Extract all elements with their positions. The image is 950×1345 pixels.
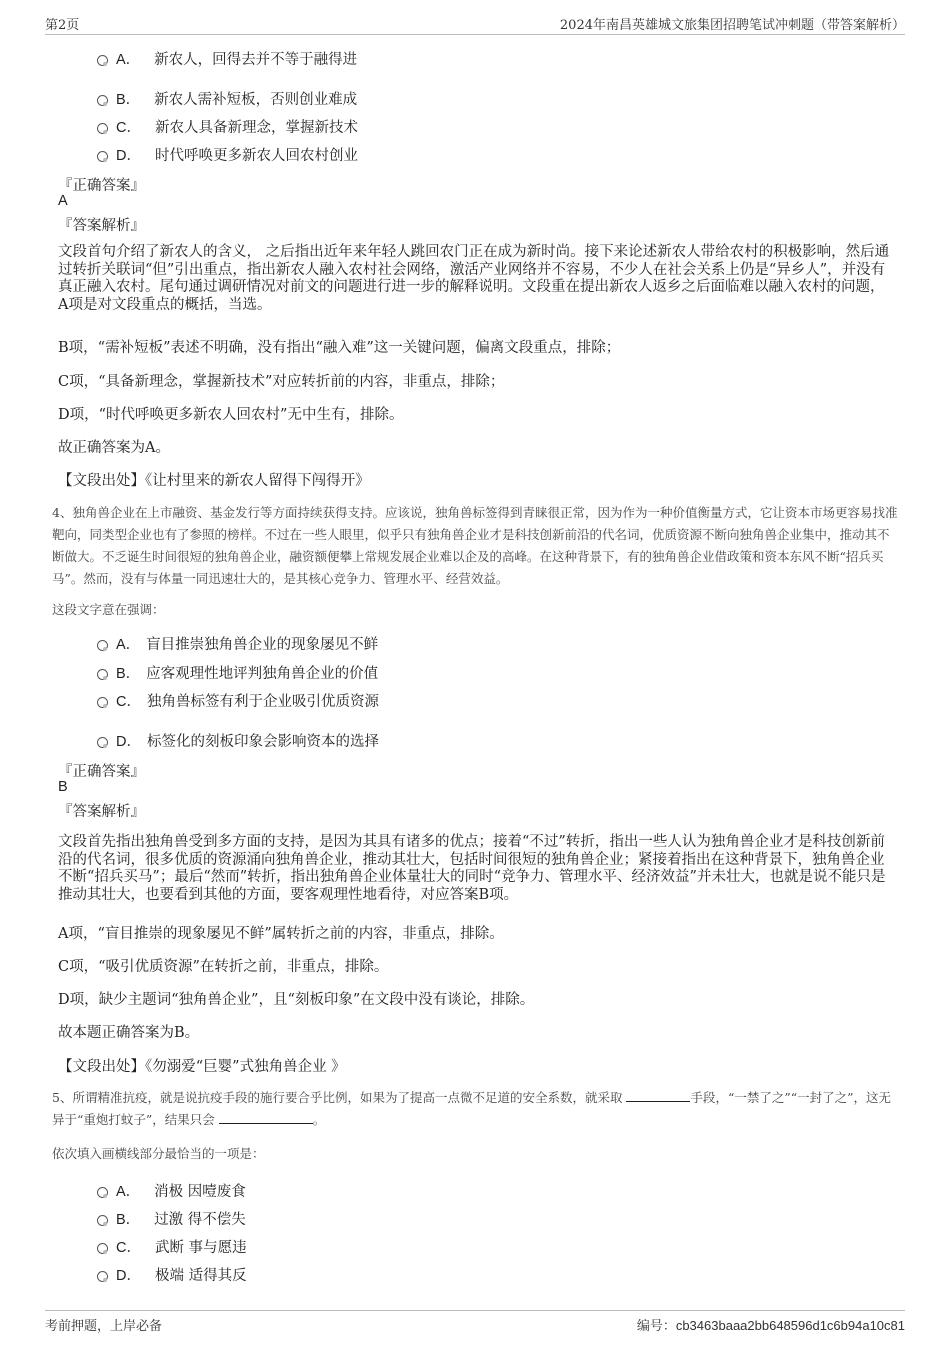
q4-source: 【文段出处】《勿溺爱“巨婴”式独角兽企业 》 bbox=[58, 1059, 346, 1075]
q4-option-a-note: A项，“盲目推崇的现象屡见不鲜”属转折之前的内容，非重点，排除。 bbox=[58, 926, 504, 942]
option-letter: A． bbox=[116, 1184, 141, 1200]
q4-conclusion: 故本题正确答案为B。 bbox=[58, 1025, 200, 1041]
q4-option-d-note: D项，缺少主题词“独角兽企业”，且“刻板印象”在文段中没有谈论，排除。 bbox=[58, 992, 535, 1008]
option-text: 标签化的刻板印象会影响资本的选择 bbox=[146, 734, 379, 750]
option-letter: C． bbox=[116, 1240, 141, 1256]
q3-conclusion: 故正确答案为A。 bbox=[58, 440, 170, 456]
q4-analysis-label: 『答案解析』 bbox=[58, 804, 145, 820]
option-text: 新农人需补短板，否则创业难成 bbox=[154, 92, 358, 108]
option-text: 新农人，回得去并不等于融得进 bbox=[154, 52, 358, 68]
q3-analysis-label: 『答案解析』 bbox=[58, 218, 145, 234]
option-letter: C． bbox=[116, 694, 141, 710]
q4-option-c-note: C项，“吸引优质资源”在转折之前，非重点，排除。 bbox=[58, 959, 389, 975]
q3-option-d[interactable] bbox=[97, 144, 358, 165]
q3-option-b[interactable] bbox=[97, 88, 357, 109]
q4-stem: 4、独角兽企业在上市融资、基金发行等方面持续获得支持。应该说，独角兽标签得到青睐很正常，因为作为一种价值衡量方式，它让资本市场更容易找准靶向，同类型企业也有了参照的榜样。不过在一些人眼里，似乎只有独角兽企业才是科技创新前沿的代名词，优质资源不断向独角兽企业集中，推动其不断做大。不乏诞生时间很短的独角兽企业，融资额便攀上常规发展企业难以企及的高峰。在这种背景下，有的独角兽企业借政策和资本东风不断“招兵买马”。然而，没有与体量一同迅速壮大的，是其核心竞争力、管理水平、经营效益。 bbox=[52, 505, 898, 586]
q5-stem-part2: 手段，“一禁了之”“一封了之”，这无异于“重炮打蚊子”，结果只会 bbox=[52, 1090, 891, 1127]
q4-analysis-text: 文段首先指出独角兽受到多方面的支持，是因为其具有诸多的优点；接着“不过”转折，指出一些人认为独角兽企业才是科技创新前沿的代名词，很多优质的资源涌向独角兽企业，推动其壮大，包括时间很短的独角兽企业；紧接着指出在这种背景下，独角兽企业不断“招兵买马”；最后“然而”转折，指出独角兽企业体量壮大的同时“竞争力、管理水平、经济效益”并未壮大，也就是说不能只是推动其壮大，也要看到其他的方面，要客观理性地看待，对应答案B项。 bbox=[58, 834, 886, 903]
radio-icon[interactable] bbox=[97, 640, 108, 651]
option-text: 消极 因噎废食 bbox=[154, 1184, 246, 1200]
radio-icon[interactable] bbox=[97, 669, 108, 680]
q4-option-c[interactable] bbox=[97, 690, 379, 711]
option-text: 盲目推崇独角兽企业的现象屡见不鲜 bbox=[146, 637, 379, 653]
q4-answer-label: 『正确答案』 bbox=[58, 764, 145, 780]
option-text: 时代呼唤更多新农人回农村创业 bbox=[154, 148, 358, 164]
q3-analysis-text: 文段首句介绍了新农人的含义， 之后指出近年来年轻人跳回农门正在成为新时尚。接下来论述新农人带给农村的积极影响，然后通过转折关联词“但”引出重点，指出新农人融入农村社会网络，激活产业网络并不容易，不少人在社会关系上仍是“异乡人”，并没有真正融入农村。尾句通过调研情况对前文的问题进行进一步的解释说明。文段重在提出新农人返乡之后面临难以融入农村的问题，A项是对文段重点的概括，当选。 bbox=[58, 244, 890, 313]
option-text: 极端 适得其反 bbox=[154, 1268, 247, 1284]
footer-slogan: 考前押题，上岸必备 bbox=[45, 1319, 163, 1334]
radio-icon[interactable] bbox=[97, 1215, 108, 1226]
q3-answer-label: 『正确答案』 bbox=[58, 178, 145, 194]
q3-option-c-note: C项，“具备新理念，掌握新技术”对应转折前的内容，非重点，排除； bbox=[58, 374, 505, 390]
page-number: 第2页 bbox=[45, 18, 80, 33]
option-text: 新农人具备新理念，掌握新技术 bbox=[154, 120, 358, 136]
code-value: cb3463baaa2bb648596d1c6b94a10c81 bbox=[675, 1318, 905, 1333]
q5-stem-part3: 。 bbox=[312, 1112, 326, 1127]
radio-icon[interactable] bbox=[97, 151, 108, 162]
radio-icon[interactable] bbox=[97, 737, 108, 748]
q5-option-a[interactable] bbox=[97, 1180, 246, 1201]
option-letter: D． bbox=[116, 148, 141, 164]
option-letter: D． bbox=[116, 1268, 141, 1284]
code-label: 编号： bbox=[636, 1319, 676, 1334]
q4-answer: B bbox=[58, 779, 68, 795]
q4-prompt: 这段文字意在强调： bbox=[52, 602, 165, 617]
page-header bbox=[45, 10, 905, 35]
q5-option-c[interactable] bbox=[97, 1236, 247, 1257]
radio-icon[interactable] bbox=[97, 1271, 108, 1282]
q3-option-a[interactable] bbox=[97, 48, 357, 69]
q4-option-a[interactable] bbox=[97, 633, 378, 654]
document-title: 2024年南昌英雄城文旅集团招聘笔试冲刺题（带答案解析） bbox=[559, 18, 905, 33]
option-letter: B． bbox=[116, 1212, 141, 1228]
radio-icon[interactable] bbox=[97, 1243, 108, 1254]
option-letter: B． bbox=[116, 666, 141, 682]
radio-icon[interactable] bbox=[97, 697, 108, 708]
option-letter: C． bbox=[116, 120, 141, 136]
option-letter: A． bbox=[116, 52, 141, 68]
blank-2[interactable] bbox=[219, 1111, 313, 1124]
option-text: 过激 得不偿失 bbox=[154, 1212, 246, 1228]
radio-icon[interactable] bbox=[97, 95, 108, 106]
q5-prompt: 依次填入画横线部分最恰当的一项是： bbox=[52, 1146, 265, 1161]
radio-icon[interactable] bbox=[97, 55, 108, 66]
q3-answer: A bbox=[58, 193, 68, 209]
q3-option-b-note: B项，“需补短板”表述不明确，没有指出“融入难”这一关键问题，偏离文段重点，排除； bbox=[58, 340, 621, 356]
radio-icon[interactable] bbox=[97, 123, 108, 134]
q3-option-c[interactable] bbox=[97, 116, 358, 137]
q5-stem bbox=[52, 1087, 900, 1131]
q4-option-d[interactable] bbox=[97, 730, 379, 751]
q5-option-b[interactable] bbox=[97, 1208, 246, 1229]
blank-1[interactable] bbox=[626, 1089, 690, 1102]
radio-icon[interactable] bbox=[97, 1187, 108, 1198]
option-letter: D． bbox=[116, 734, 141, 750]
option-letter: B． bbox=[116, 92, 141, 108]
q4-option-b[interactable] bbox=[97, 662, 378, 683]
option-text: 独角兽标签有利于企业吸引优质资源 bbox=[146, 694, 379, 710]
option-letter: A． bbox=[116, 637, 141, 653]
option-text: 应客观理性地评判独角兽企业的价值 bbox=[146, 666, 379, 682]
q5-option-d[interactable] bbox=[97, 1264, 247, 1285]
footer-code bbox=[637, 1315, 905, 1334]
q5-stem-part1: 5、所谓精准抗疫，就是说抗疫手段的施行要合乎比例，如果为了提高一点微不足道的安全系数，就采取 bbox=[52, 1090, 627, 1105]
q3-source: 【文段出处】《让村里来的新农人留得下闯得开》 bbox=[58, 473, 370, 489]
q3-option-d-note: D项，“时代呼唤更多新农人回农村”无中生有，排除。 bbox=[58, 407, 404, 423]
page-footer bbox=[45, 1310, 905, 1341]
option-text: 武断 事与愿违 bbox=[154, 1240, 247, 1256]
